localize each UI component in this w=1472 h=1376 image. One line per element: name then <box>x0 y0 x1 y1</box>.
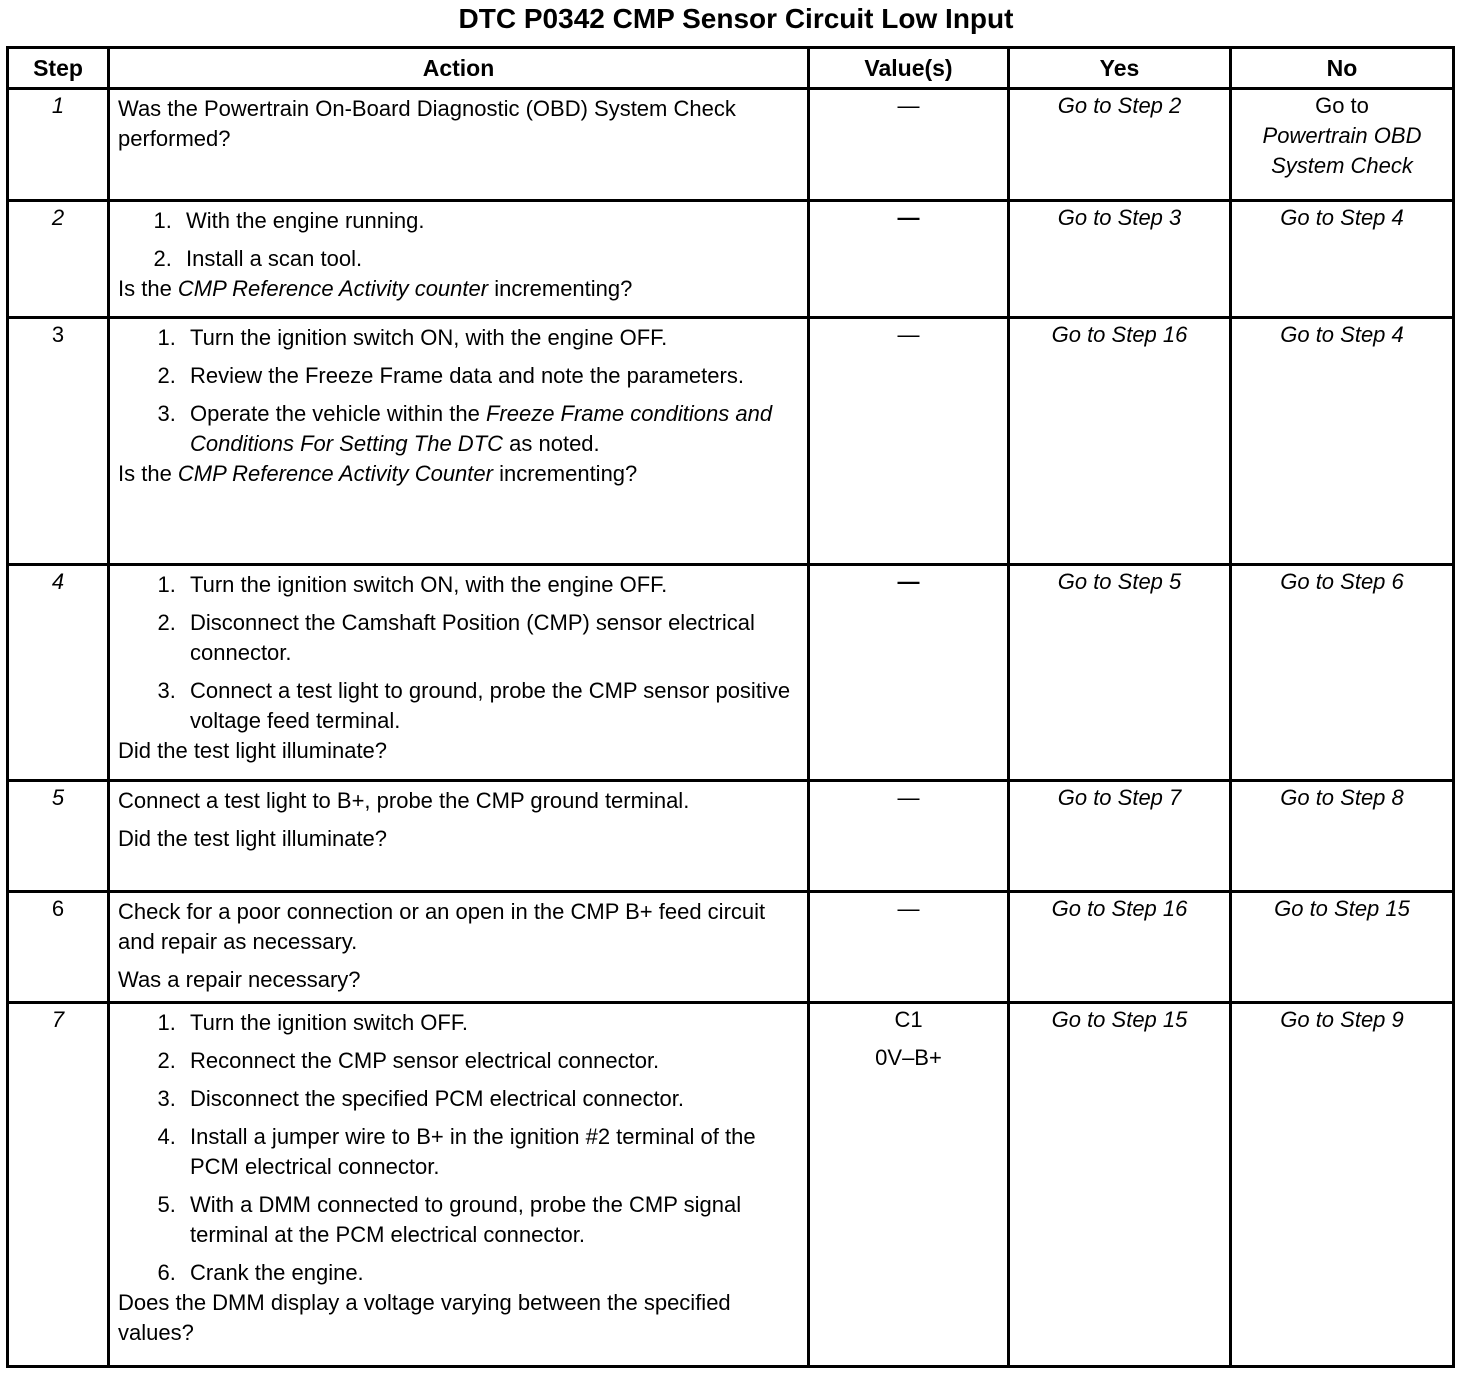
value-dash: — <box>897 93 920 118</box>
action-instruction: Connect a test light to B+, probe the CMP ground terminal. <box>118 788 690 813</box>
page-title: DTC P0342 CMP Sensor Circuit Low Input <box>458 3 1014 34</box>
action-question: Is the CMP Reference Activity counter incrementing? <box>118 276 633 301</box>
no-link[interactable]: Go to Step 8 <box>1280 785 1404 810</box>
no-link[interactable]: Go to Step 15 <box>1274 896 1410 921</box>
action-question: Is the CMP Reference Activity Counter incrementing? <box>118 461 638 486</box>
no-cell <box>1231 892 1454 1003</box>
action-step-item: 2. Review the Freeze Frame data and note the parameters. <box>182 361 799 391</box>
yes-cell <box>1009 201 1231 318</box>
no-cell <box>1231 565 1454 781</box>
action-question: Was a repair necessary? <box>118 967 361 992</box>
table-row-step-7 <box>8 1003 1454 1367</box>
no-link[interactable]: Go to Step 4 <box>1280 205 1404 230</box>
header-action: Action <box>109 48 809 89</box>
no-cell <box>1231 89 1454 201</box>
header-no: No <box>1231 48 1454 89</box>
no-cell <box>1231 201 1454 318</box>
action-step-item: 1. With the engine running. <box>178 206 799 236</box>
table-row-step-2 <box>8 201 1454 318</box>
action-steps <box>118 323 799 459</box>
step-number: 4 <box>51 569 65 594</box>
no-link-line2[interactable]: System Check <box>1271 153 1413 178</box>
action-step-item: 3. Disconnect the specified PCM electrical connector. <box>182 1084 799 1114</box>
action-step-item: 1. Turn the ignition switch ON, with the engine OFF. <box>182 323 799 353</box>
action-steps <box>118 206 799 274</box>
yes-link[interactable]: Go to Step 2 <box>1057 93 1182 118</box>
action-question: Was the Powertrain On-Board Diagnostic (OBD) System Check performed? <box>118 96 736 151</box>
no-cell <box>1231 1003 1454 1367</box>
value-dash: — <box>897 785 920 810</box>
action-question: Did the test light illuminate? <box>118 738 388 763</box>
action-question: Did the test light illuminate? <box>118 826 388 851</box>
value-dash: — <box>897 569 920 594</box>
value-connector: C1 <box>894 1007 923 1032</box>
no-link[interactable]: Go to Step 6 <box>1280 569 1404 594</box>
yes-cell <box>1009 781 1231 892</box>
action-step-item: 3. Connect a test light to ground, probe the CMP sensor positive voltage feed terminal. <box>182 676 799 736</box>
table-row-step-3 <box>8 318 1454 565</box>
yes-link[interactable]: Go to Step 16 <box>1051 322 1188 347</box>
yes-link[interactable]: Go to Step 7 <box>1057 785 1182 810</box>
action-instruction: Check for a poor connection or an open in the CMP B+ feed circuit and repair as necessary. <box>118 899 766 954</box>
yes-cell <box>1009 565 1231 781</box>
value-dash: — <box>897 205 920 230</box>
action-question: Does the DMM display a voltage varying between the specified values? <box>118 1290 731 1345</box>
no-link-line1[interactable]: Powertrain OBD <box>1262 123 1422 148</box>
diagnostic-table <box>6 46 1455 1368</box>
yes-link[interactable]: Go to Step 15 <box>1051 1007 1188 1032</box>
action-step-item: 2. Disconnect the Camshaft Position (CMP) sensor electrical connector. <box>182 608 799 668</box>
table-row-step-1 <box>8 89 1454 201</box>
no-cell <box>1231 318 1454 565</box>
yes-cell <box>1009 89 1231 201</box>
action-step-item: 1. Turn the ignition switch ON, with the engine OFF. <box>182 570 799 600</box>
header-yes: Yes <box>1009 48 1231 89</box>
header-step: Step <box>8 48 109 89</box>
yes-link[interactable]: Go to Step 5 <box>1057 569 1182 594</box>
yes-cell <box>1009 1003 1231 1367</box>
action-step-item: 5. With a DMM connected to ground, probe the CMP signal terminal at the PCM electrical connector. <box>182 1190 799 1250</box>
step-number: 1 <box>51 93 65 118</box>
step-number: 7 <box>51 1007 65 1032</box>
no-link[interactable]: Go to Step 9 <box>1280 1007 1404 1032</box>
no-cell <box>1231 781 1454 892</box>
action-step-item: 4. Install a jumper wire to B+ in the ignition #2 terminal of the PCM electrical connector. <box>182 1122 799 1182</box>
step-number: 2 <box>51 205 65 230</box>
value-dash: — <box>897 322 920 347</box>
step-number: 6 <box>51 896 65 921</box>
header-values: Value(s) <box>809 48 1009 89</box>
table-row-step-4 <box>8 565 1454 781</box>
no-link[interactable]: Go to Step 4 <box>1280 322 1404 347</box>
step-number: 5 <box>51 785 65 810</box>
yes-link[interactable]: Go to Step 16 <box>1051 896 1188 921</box>
action-steps <box>118 1008 799 1288</box>
step-number: 3 <box>51 322 65 347</box>
action-step-item: 2. Install a scan tool. <box>178 244 799 274</box>
no-go-to: Go to <box>1315 93 1369 118</box>
yes-cell <box>1009 318 1231 565</box>
table-row-step-5 <box>8 781 1454 892</box>
action-step-item: 2. Reconnect the CMP sensor electrical connector. <box>182 1046 799 1076</box>
action-step-item: 6. Crank the engine. <box>182 1258 799 1288</box>
action-step-item: 1. Turn the ignition switch OFF. <box>182 1008 799 1038</box>
value-range: 0V–B+ <box>875 1045 942 1070</box>
yes-cell <box>1009 892 1231 1003</box>
value-dash: — <box>897 896 920 921</box>
action-steps <box>118 570 799 736</box>
action-step-item: 3. Operate the vehicle within the Freeze Frame conditions and Conditions For Setting The DTC as noted. <box>182 399 799 459</box>
yes-link[interactable]: Go to Step 3 <box>1057 205 1182 230</box>
header-row <box>8 48 1454 89</box>
table-row-step-6 <box>8 892 1454 1003</box>
